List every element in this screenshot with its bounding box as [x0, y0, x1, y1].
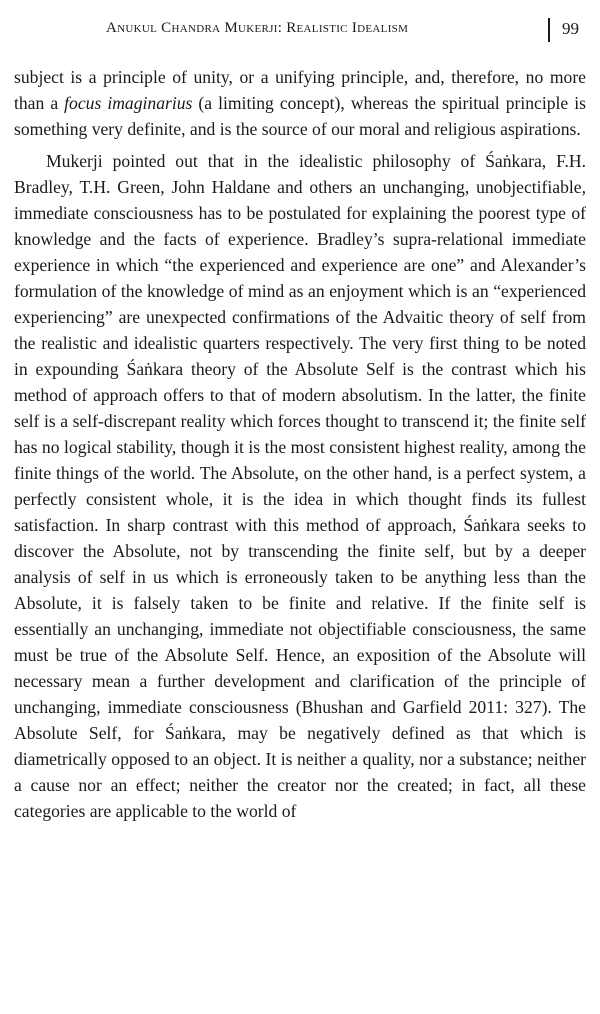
header-divider	[548, 18, 550, 42]
text-run: subject is a principle of unity, or a unifying principle, and, therefore, no more than a	[14, 67, 586, 113]
italic-term: focus imaginarius	[64, 93, 193, 113]
running-header	[0, 18, 600, 48]
running-title: Anukul Chandra Mukerji: Realistic Idealism	[106, 20, 409, 36]
body-text	[14, 64, 586, 824]
paragraph: Mukerji pointed out that in the idealistic philosophy of Śaṅkara, F.H. Bradley, T.H. Green, John Haldane and others an unchanging, unobjectifiable, immediate consciousness has to be postulated for explaining the poorest type of knowledge and the facts of experience. Bradley’s supra-relational immediate experience in which “the experienced and experience are one” and Alexander’s formulation of the knowledge of mind as an enjoyment which is an “experienced experiencing” are unexpected confirmations of the Advaitic theory of self from the realistic and idealistic quarters respectively. The very first thing to be noted in expounding Śaṅkara theory of the Absolute Self is the contrast which his method of approach offers to that of modern absolutism. In the latter, the finite self is a self-discrepant reality which forces thought to transcend it; the finite self has no logical stability, though it is the most consistent highest reality, among the finite things of the world. The Absolute, on the other hand, is a perfect system, a perfectly consistent whole, it is the idea in which thought finds its fullest satisfaction. In sharp contrast with this method of approach, Śaṅkara seeks to discover the Absolute, not by transcending the finite self, but by a deeper analysis of self in us which is erroneously taken to be anything less than the Absolute, it is falsely taken to be finite and relative. If the finite self is essentially an unchanging, immediate not objectifiable consciousness, the same must be true of the Absolute Self. Hence, an exposition of the Absolute will necessary mean a further development and clarification of the principle of unchanging, immediate consciousness (Bhushan and Garfield 2011: 327). The Absolute Self, for Śaṅkara, may be negatively defined as that which is diametrically opposed to an object. It is neither a quality, nor a substance; neither a cause nor an effect; neither the creator nor the created; in fact, all these categories are applicable to the world of	[14, 151, 586, 821]
page-number: 99	[562, 19, 579, 38]
text-run: (a limiting concept), whereas the spiritual principle is something very definite, and is the source of our moral and religious aspirations.	[14, 93, 586, 139]
paragraph	[14, 64, 586, 142]
